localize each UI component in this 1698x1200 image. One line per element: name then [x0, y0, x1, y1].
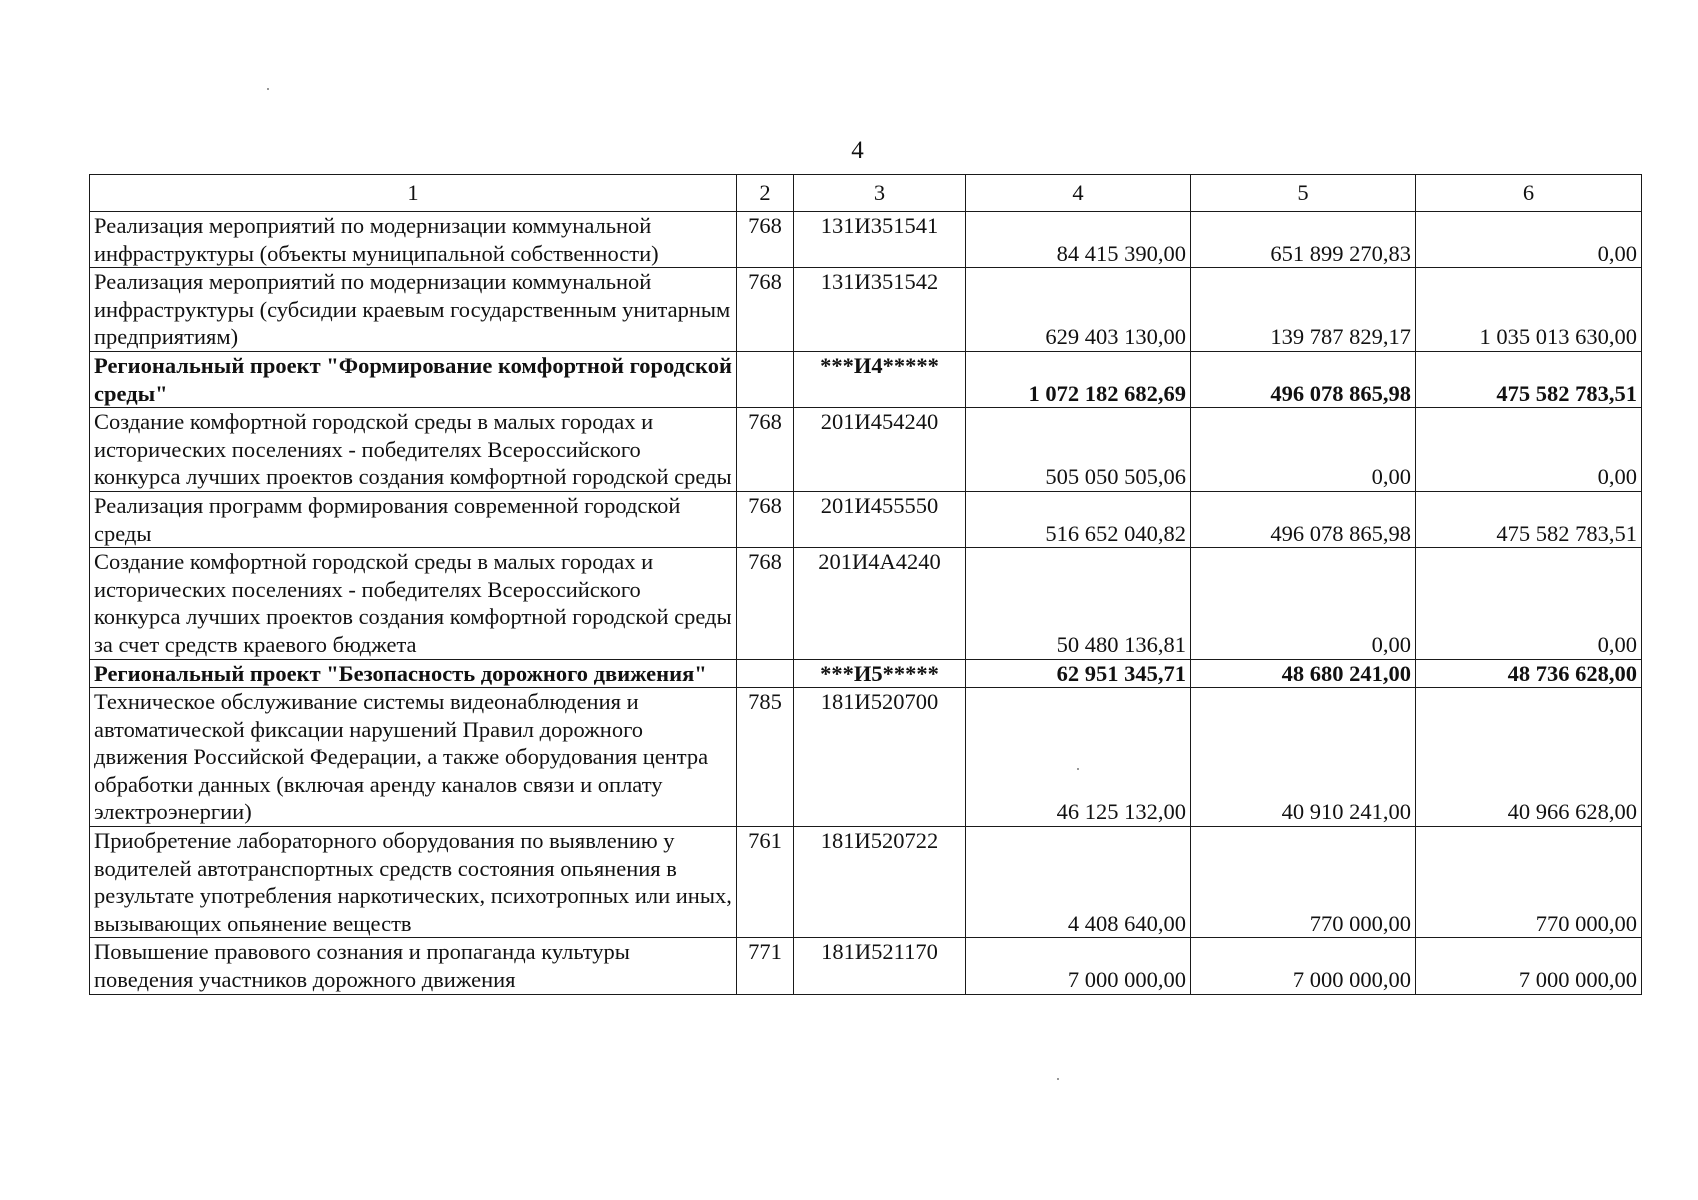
- table-row: [90, 688, 1642, 827]
- item-name: Повышение правового сознания и пропаганда культуры поведения участников дорожного движения: [90, 938, 737, 994]
- amount-col-4: 62 951 345,71: [966, 659, 1191, 688]
- target-code: 131И351541: [794, 212, 966, 268]
- amount-col-5: 40 910 241,00: [1191, 688, 1416, 827]
- amount-col-5: 48 680 241,00: [1191, 659, 1416, 688]
- amount-col-5: 770 000,00: [1191, 827, 1416, 938]
- amount-col-6: 0,00: [1416, 548, 1642, 659]
- item-name: Реализация программ формирования современной городской среды: [90, 491, 737, 547]
- amount-col-5: 496 078 865,98: [1191, 491, 1416, 547]
- item-name: Создание комфортной городской среды в малых городах и исторических поселениях - победителях Всероссийского конкурса лучших проектов создания комфортной городской среды: [90, 408, 737, 492]
- target-code: ***И5*****: [794, 659, 966, 688]
- amount-col-6: 48 736 628,00: [1416, 659, 1642, 688]
- amount-col-5: 0,00: [1191, 548, 1416, 659]
- amount-col-4: 516 652 040,82: [966, 491, 1191, 547]
- table-header-row: [90, 175, 1642, 212]
- amount-col-6: 40 966 628,00: [1416, 688, 1642, 827]
- target-code: 181И521170: [794, 938, 966, 994]
- admin-code: 771: [737, 938, 794, 994]
- table-row-section: [90, 659, 1642, 688]
- amount-col-6: 475 582 783,51: [1416, 491, 1642, 547]
- column-header: 3: [794, 175, 966, 212]
- admin-code: 761: [737, 827, 794, 938]
- column-header: 1: [90, 175, 737, 212]
- amount-col-6: 7 000 000,00: [1416, 938, 1642, 994]
- amount-col-5: 7 000 000,00: [1191, 938, 1416, 994]
- amount-col-5: 139 787 829,17: [1191, 268, 1416, 352]
- admin-code: [737, 351, 794, 407]
- table-row: [90, 268, 1642, 352]
- table-row: [90, 212, 1642, 268]
- amount-col-5: 0,00: [1191, 408, 1416, 492]
- scan-speck: [267, 88, 269, 90]
- item-name: Реализация мероприятий по модернизации коммунальной инфраструктуры (объекты муниципальной собственности): [90, 212, 737, 268]
- amount-col-4: 629 403 130,00: [966, 268, 1191, 352]
- admin-code: 768: [737, 212, 794, 268]
- item-name: Региональный проект "Безопасность дорожного движения": [90, 659, 737, 688]
- page-number: 4: [851, 137, 864, 164]
- column-header: 5: [1191, 175, 1416, 212]
- table-row: [90, 938, 1642, 994]
- admin-code: 768: [737, 548, 794, 659]
- admin-code: [737, 659, 794, 688]
- amount-col-4: 84 415 390,00: [966, 212, 1191, 268]
- item-name: Реализация мероприятий по модернизации коммунальной инфраструктуры (субсидии краевым государственным унитарным предприятиям): [90, 268, 737, 352]
- target-code: ***И4*****: [794, 351, 966, 407]
- item-name: Создание комфортной городской среды в малых городах и исторических поселениях - победителях Всероссийского конкурса лучших проектов создания комфортной городской среды за счет средств краевого бюджета: [90, 548, 737, 659]
- admin-code: 768: [737, 491, 794, 547]
- table-row: [90, 491, 1642, 547]
- column-header: 4: [966, 175, 1191, 212]
- amount-col-5: 651 899 270,83: [1191, 212, 1416, 268]
- scan-speck: [1057, 1078, 1059, 1080]
- amount-col-4: 7 000 000,00: [966, 938, 1191, 994]
- admin-code: 768: [737, 408, 794, 492]
- amount-col-4: 50 480 136,81: [966, 548, 1191, 659]
- budget-table: [89, 174, 1642, 995]
- item-name: Региональный проект "Формирование комфортной городской среды": [90, 351, 737, 407]
- amount-col-6: 475 582 783,51: [1416, 351, 1642, 407]
- amount-col-6: 0,00: [1416, 408, 1642, 492]
- target-code: 181И520700: [794, 688, 966, 827]
- amount-col-4: 505 050 505,06: [966, 408, 1191, 492]
- table-row: [90, 408, 1642, 492]
- column-header: 6: [1416, 175, 1642, 212]
- table-row: [90, 827, 1642, 938]
- admin-code: 768: [737, 268, 794, 352]
- scan-speck: [1077, 768, 1079, 770]
- target-code: 201И454240: [794, 408, 966, 492]
- amount-col-4: 4 408 640,00: [966, 827, 1191, 938]
- admin-code: 785: [737, 688, 794, 827]
- item-name: Приобретение лабораторного оборудования по выявлению у водителей автотранспортных средств состояния опьянения в результате употребления наркотических, психотропных или иных, вызывающих опьянение веществ: [90, 827, 737, 938]
- target-code: 201И455550: [794, 491, 966, 547]
- target-code: 181И520722: [794, 827, 966, 938]
- amount-col-4: 46 125 132,00: [966, 688, 1191, 827]
- amount-col-6: 770 000,00: [1416, 827, 1642, 938]
- amount-col-6: 0,00: [1416, 212, 1642, 268]
- amount-col-6: 1 035 013 630,00: [1416, 268, 1642, 352]
- target-code: 131И351542: [794, 268, 966, 352]
- target-code: 201И4А4240: [794, 548, 966, 659]
- amount-col-4: 1 072 182 682,69: [966, 351, 1191, 407]
- column-header: 2: [737, 175, 794, 212]
- amount-col-5: 496 078 865,98: [1191, 351, 1416, 407]
- table-row: [90, 548, 1642, 659]
- table-row-section: [90, 351, 1642, 407]
- item-name: Техническое обслуживание системы видеонаблюдения и автоматической фиксации нарушений Правил дорожного движения Российской Федерации, а также оборудования центра обработки данных (включая аренду каналов связи и оплату электроэнергии): [90, 688, 737, 827]
